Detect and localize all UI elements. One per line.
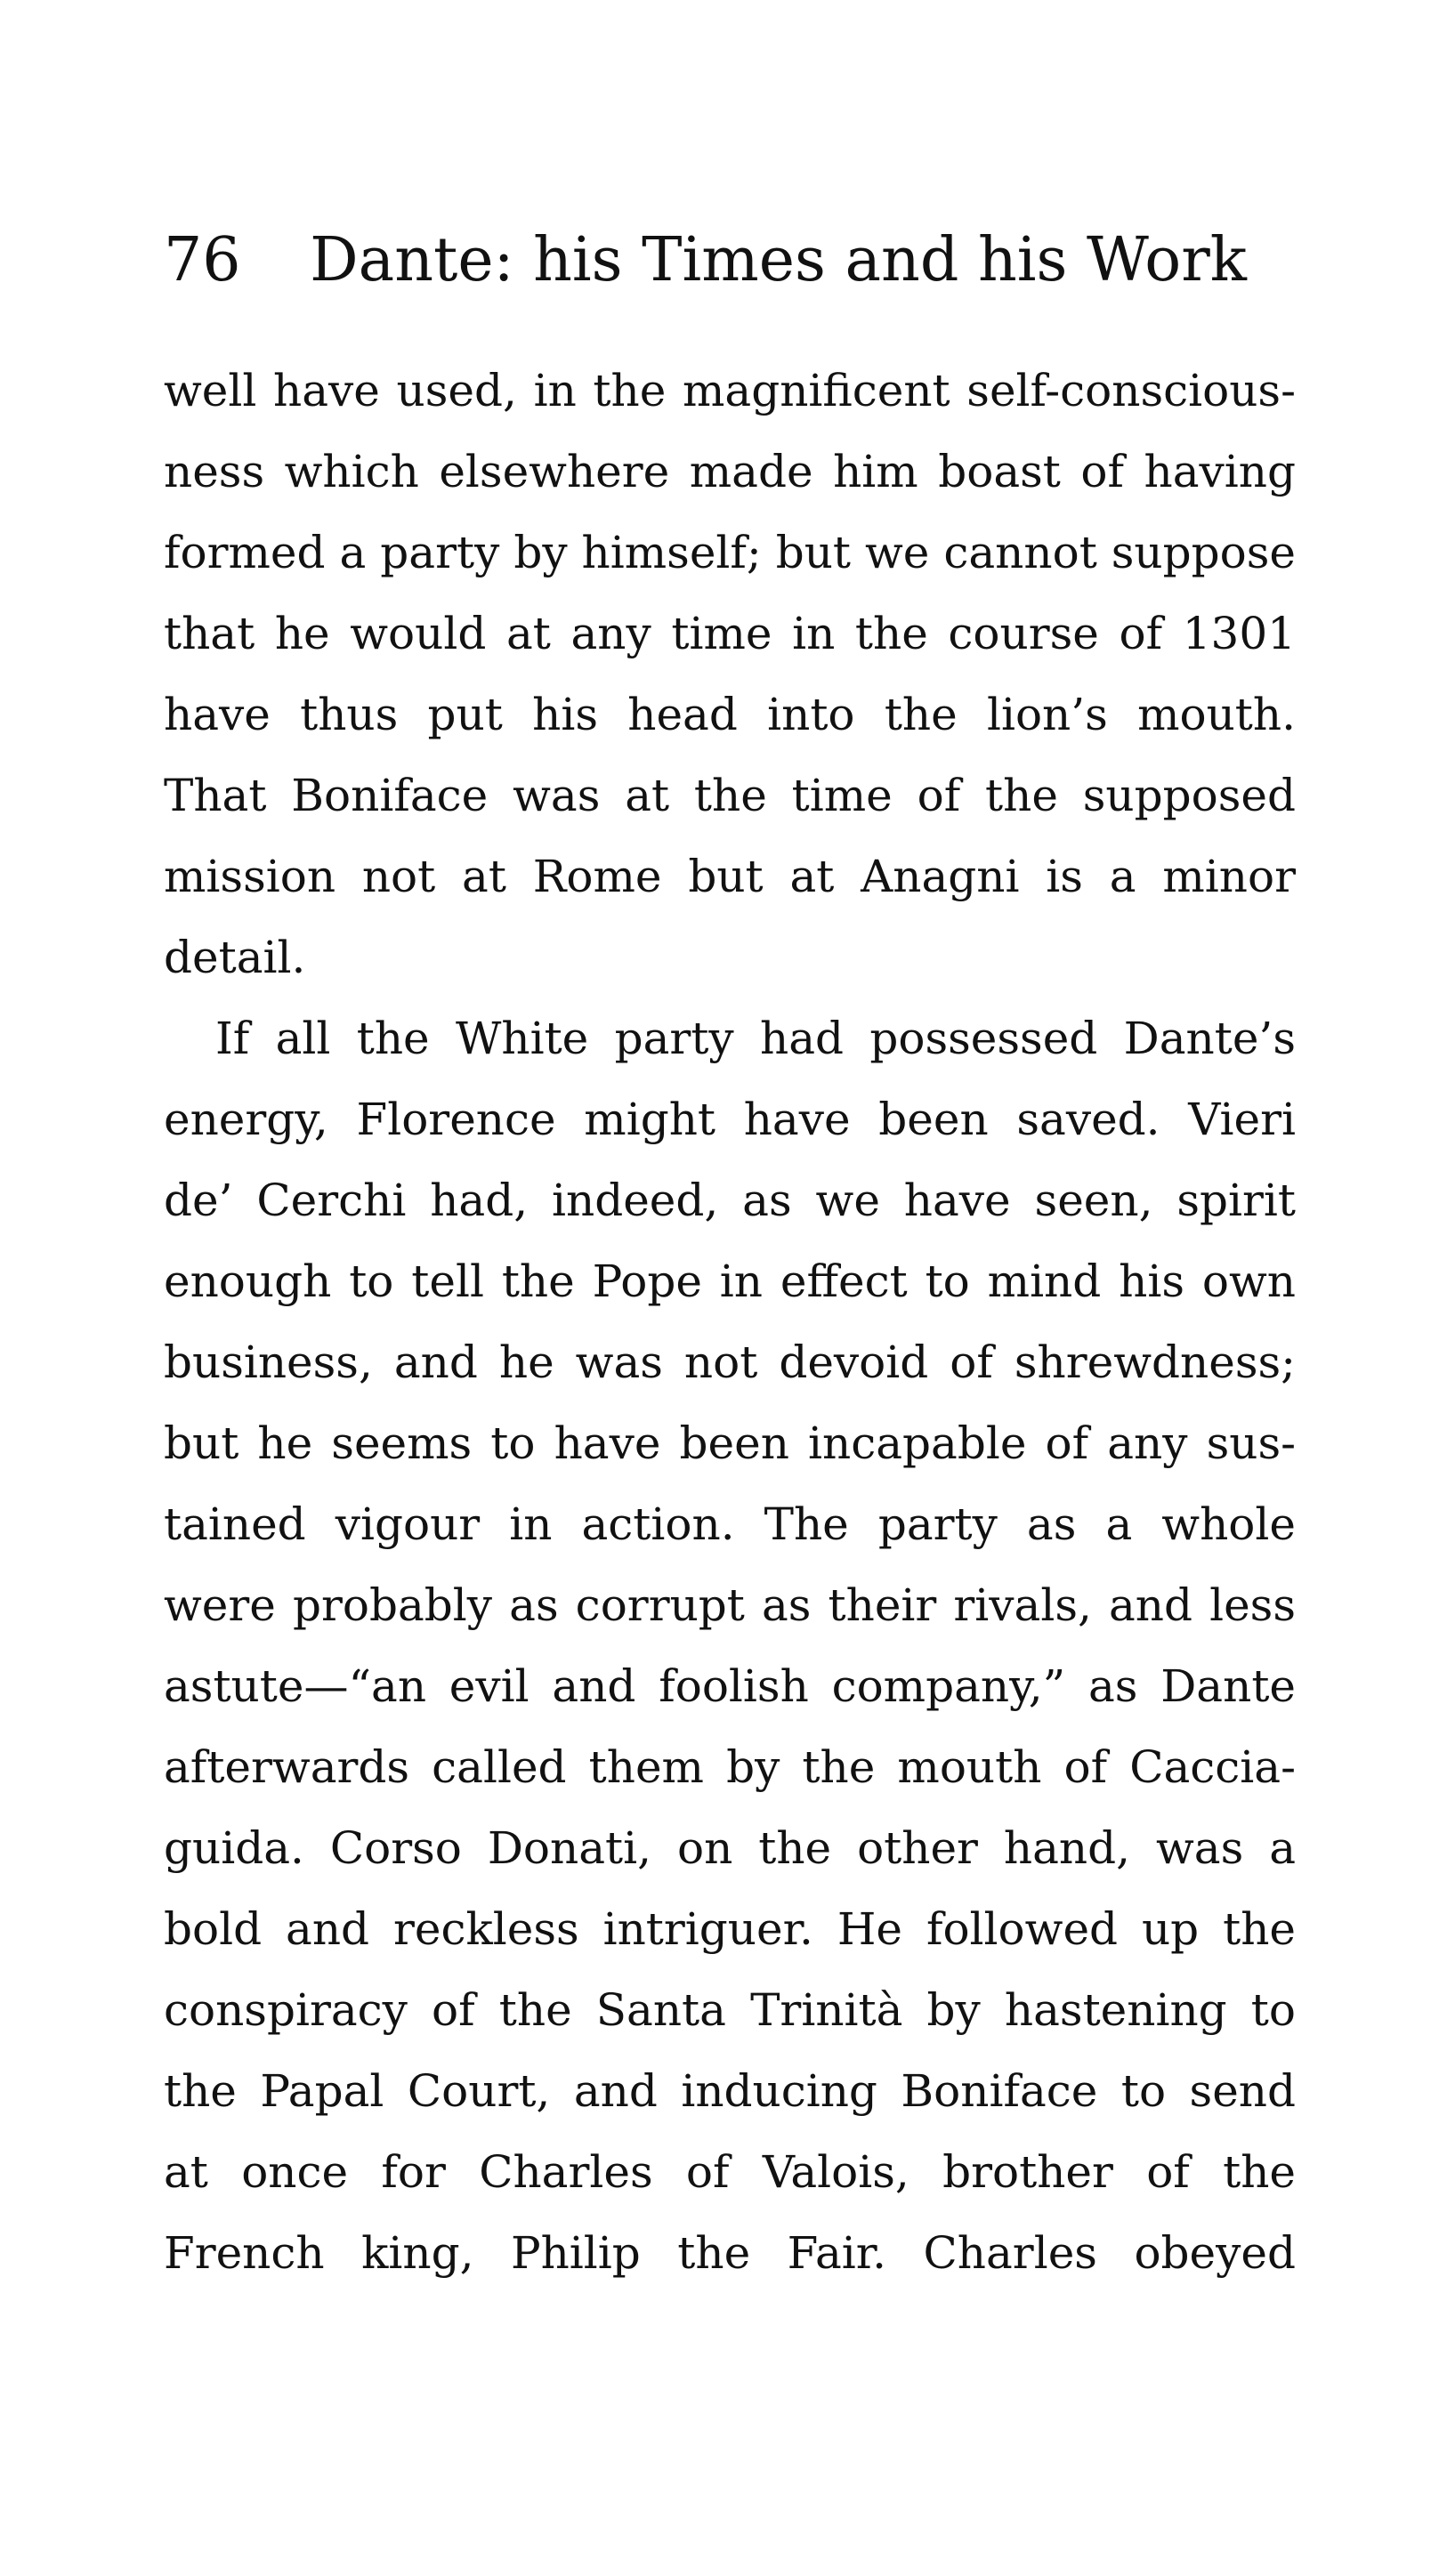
- text-line: If all the White party had possessed Dante’s: [215, 1013, 1296, 1064]
- text-line: astute—“an evil and foolish company,” as Dante: [164, 1660, 1296, 1712]
- text-line: tained vigour in action. The party as a whole: [164, 1498, 1296, 1550]
- text-line: well have used, in the magnificent self-conscious-: [164, 365, 1296, 416]
- paragraph-1: [164, 351, 1296, 998]
- text-line: ness which elsewhere made him boast of having: [164, 446, 1296, 497]
- text-line: have thus put his head into the lion’s mouth.: [164, 689, 1296, 740]
- running-head: [164, 221, 1303, 301]
- text-line: business, and he was not devoid of shrewdness;: [164, 1336, 1296, 1388]
- paragraph-2: [164, 998, 1296, 2294]
- text-line: afterwards called them by the mouth of Caccia-: [164, 1741, 1296, 1793]
- text-line: French king, Philip the Fair. Charles obeyed: [164, 2227, 1296, 2279]
- text-line: energy, Florence might have been saved. Vieri: [164, 1094, 1296, 1145]
- text-line: but he seems to have been incapable of any sus-: [164, 1417, 1296, 1469]
- page-number: 76: [164, 225, 241, 295]
- text-line: at once for Charles of Valois, brother of the: [164, 2146, 1296, 2198]
- text-line: conspiracy of the Santa Trinità by hastening to: [164, 1984, 1296, 2036]
- text-line: That Boniface was at the time of the supposed: [164, 770, 1296, 821]
- text-line: were probably as corrupt as their rivals, and less: [164, 1579, 1296, 1631]
- text-line: enough to tell the Pope in effect to mind his own: [164, 1256, 1296, 1307]
- body-text: [164, 351, 1296, 2294]
- text-line: formed a party by himself; but we cannot suppose: [164, 527, 1296, 578]
- page-title: Dante: his Times and his Work: [310, 225, 1247, 295]
- text-line: detail.: [164, 932, 306, 983]
- text-line: de’ Cerchi had, indeed, as we have seen, spirit: [164, 1175, 1296, 1226]
- text-line: bold and reckless intriguer. He followed up the: [164, 1903, 1296, 1955]
- text-line: guida. Corso Donati, on the other hand, was a: [164, 1822, 1296, 1874]
- text-line: that he would at any time in the course of 1301: [164, 608, 1296, 659]
- text-line: mission not at Rome but at Anagni is a minor: [164, 851, 1296, 902]
- text-line: the Papal Court, and inducing Boniface to send: [164, 2065, 1296, 2117]
